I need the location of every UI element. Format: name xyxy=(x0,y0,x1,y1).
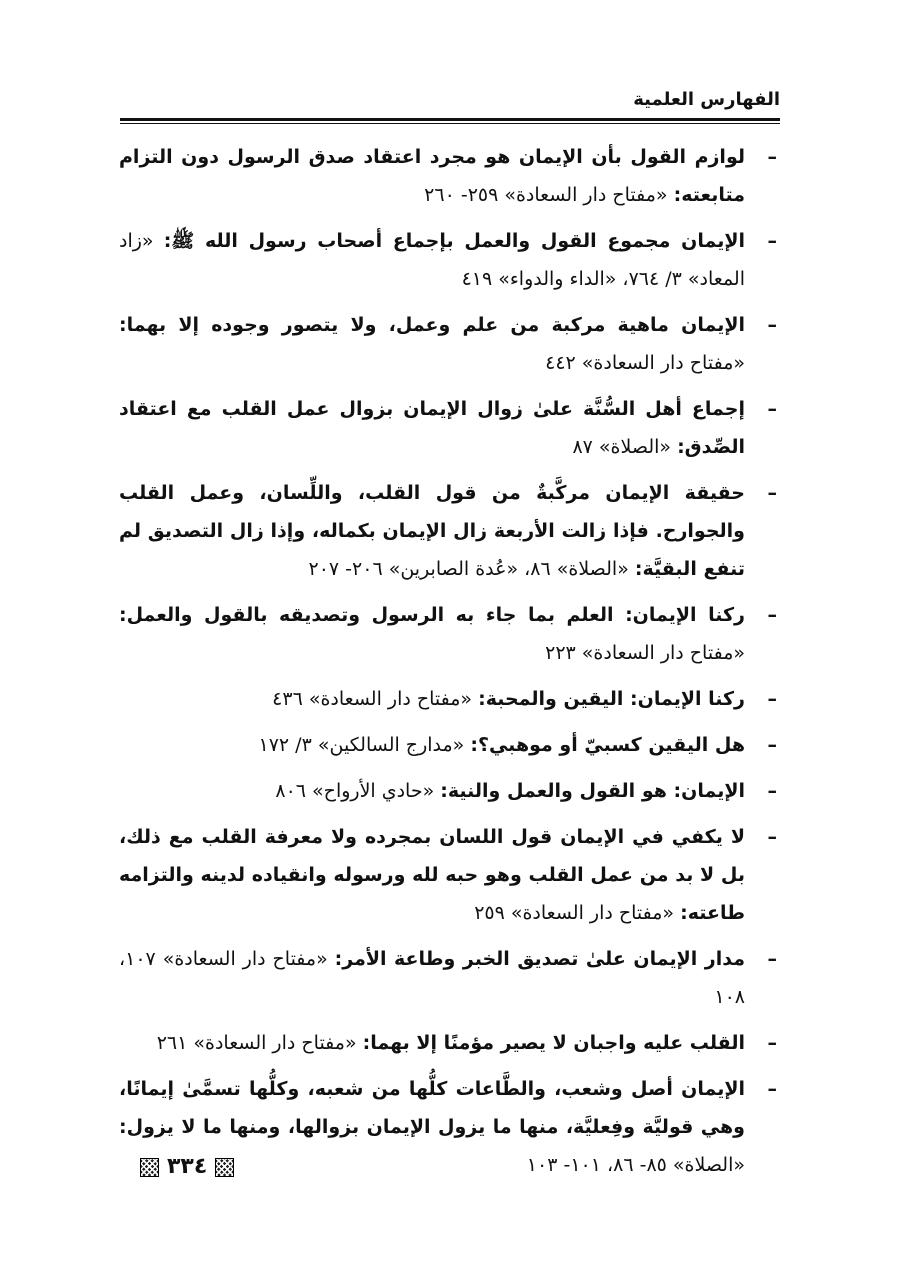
index-entry xyxy=(119,222,777,298)
entry-source: «الصلاة» ٨٧ xyxy=(572,436,672,458)
entry-topic: لا يكفي في الإيمان قول اللسان بمجرده ولا معرفة القلب مع ذلك، بل لا بد من عمل القلب وهو حبه لله ورسوله وانقياده لدينه والتزامه طاعته: xyxy=(119,826,745,924)
entry-topic: إجماع أهل السُّنَّة علىٰ زوال الإيمان بزوال عمل القلب مع اعتقاد الصِّدق: xyxy=(119,398,745,458)
entry-source: «مدارج السالكين» ٣/ ١٧٢ xyxy=(258,734,465,756)
index-entry xyxy=(119,818,777,932)
entry-source: «الصلاة» ٨٥- ٨٦، ١٠١- ١٠٣ xyxy=(526,1154,745,1176)
entry-source: «مفتاح دار السعادة» ٤٣٦ xyxy=(272,688,473,710)
entry-source: «حادي الأرواح» ٨٠٦ xyxy=(275,780,435,802)
entry-source: «مفتاح دار السعادة» ٢٥٩- ٢٦٠ xyxy=(424,184,668,206)
ornament-icon xyxy=(215,1158,234,1177)
entry-topic: الإيمان ماهية مركبة من علم وعمل، ولا يتصور وجوده إلا بهما: xyxy=(119,314,745,336)
index-entry xyxy=(119,138,777,214)
entry-topic: الإيمان مجموع القول والعمل بإجماع أصحاب رسول الله ﷺ: xyxy=(163,230,745,252)
entry-topic: الإيمان: هو القول والعمل والنية: xyxy=(440,780,745,802)
entry-topic: ركنا الإيمان: العلم بما جاء به الرسول وتصديقه بالقول والعمل: xyxy=(119,604,745,626)
running-header: الفهارس العلمية xyxy=(633,89,780,110)
index-entry xyxy=(119,596,777,672)
entry-topic: حقيقة الإيمان مركَّبةٌ من قول القلب، واللِّسان، وعمل القلب والجوارح. فإذا زالت الأربعة زال الإيمان بكماله، وإذا زال التصديق لم تنفع البقيَّة: xyxy=(119,482,745,580)
index-entry xyxy=(119,772,777,810)
entry-source: «زاد المعاد» ٣/ ٧٦٤، «الداء والدواء» ٤١٩ xyxy=(119,230,745,290)
page-footer xyxy=(140,1152,234,1182)
entry-topic: ركنا الإيمان: اليقين والمحبة: xyxy=(478,688,745,710)
index-entry xyxy=(119,680,777,718)
index-entry xyxy=(119,306,777,382)
page-number: ٣٣٤ xyxy=(167,1154,208,1179)
entry-topic: القلب عليه واجبان لا يصير مؤمنًا إلا بهما: xyxy=(362,1032,745,1054)
entry-topic: الإيمان أصل وشعب، والطَّاعات كلُّها من شعبه، وكلُّها تسمَّىٰ إيمانًا، وهي قوليَّة وفِعليَّة، منها ما يزول الإيمان بزوالها، ومنها ما لا يزول: xyxy=(119,1078,745,1138)
entry-topic: هل اليقين كسبيّ أو موهبي؟: xyxy=(470,734,745,756)
index-entries xyxy=(119,138,777,1192)
index-entry xyxy=(119,474,777,588)
entry-source: «مفتاح دار السعادة» ٢٢٣ xyxy=(545,642,745,664)
index-entry xyxy=(119,726,777,764)
index-entry xyxy=(119,1024,777,1062)
index-entry xyxy=(119,940,777,1016)
entry-source: «مفتاح دار السعادة» ٢٦١ xyxy=(156,1032,357,1054)
ornament-icon xyxy=(140,1158,159,1177)
index-entry xyxy=(119,390,777,466)
entry-source: «مفتاح دار السعادة» ٢٥٩ xyxy=(474,902,675,924)
entry-topic: مدار الإيمان علىٰ تصديق الخبر وطاعة الأمر: xyxy=(334,948,745,970)
entry-source: «مفتاح دار السعادة» ١٠٧، ١٠٨ xyxy=(119,948,745,1008)
entry-source: «الصلاة» ٨٦، «عُدة الصابرين» ٢٠٦- ٢٠٧ xyxy=(308,558,629,580)
header-rule-thin xyxy=(120,123,780,124)
entry-source: «مفتاح دار السعادة» ٤٤٢ xyxy=(545,352,745,374)
entry-topic: لوازم القول بأن الإيمان هو مجرد اعتقاد صدق الرسول دون التزام متابعته: xyxy=(119,146,745,206)
header-rule xyxy=(120,118,780,121)
